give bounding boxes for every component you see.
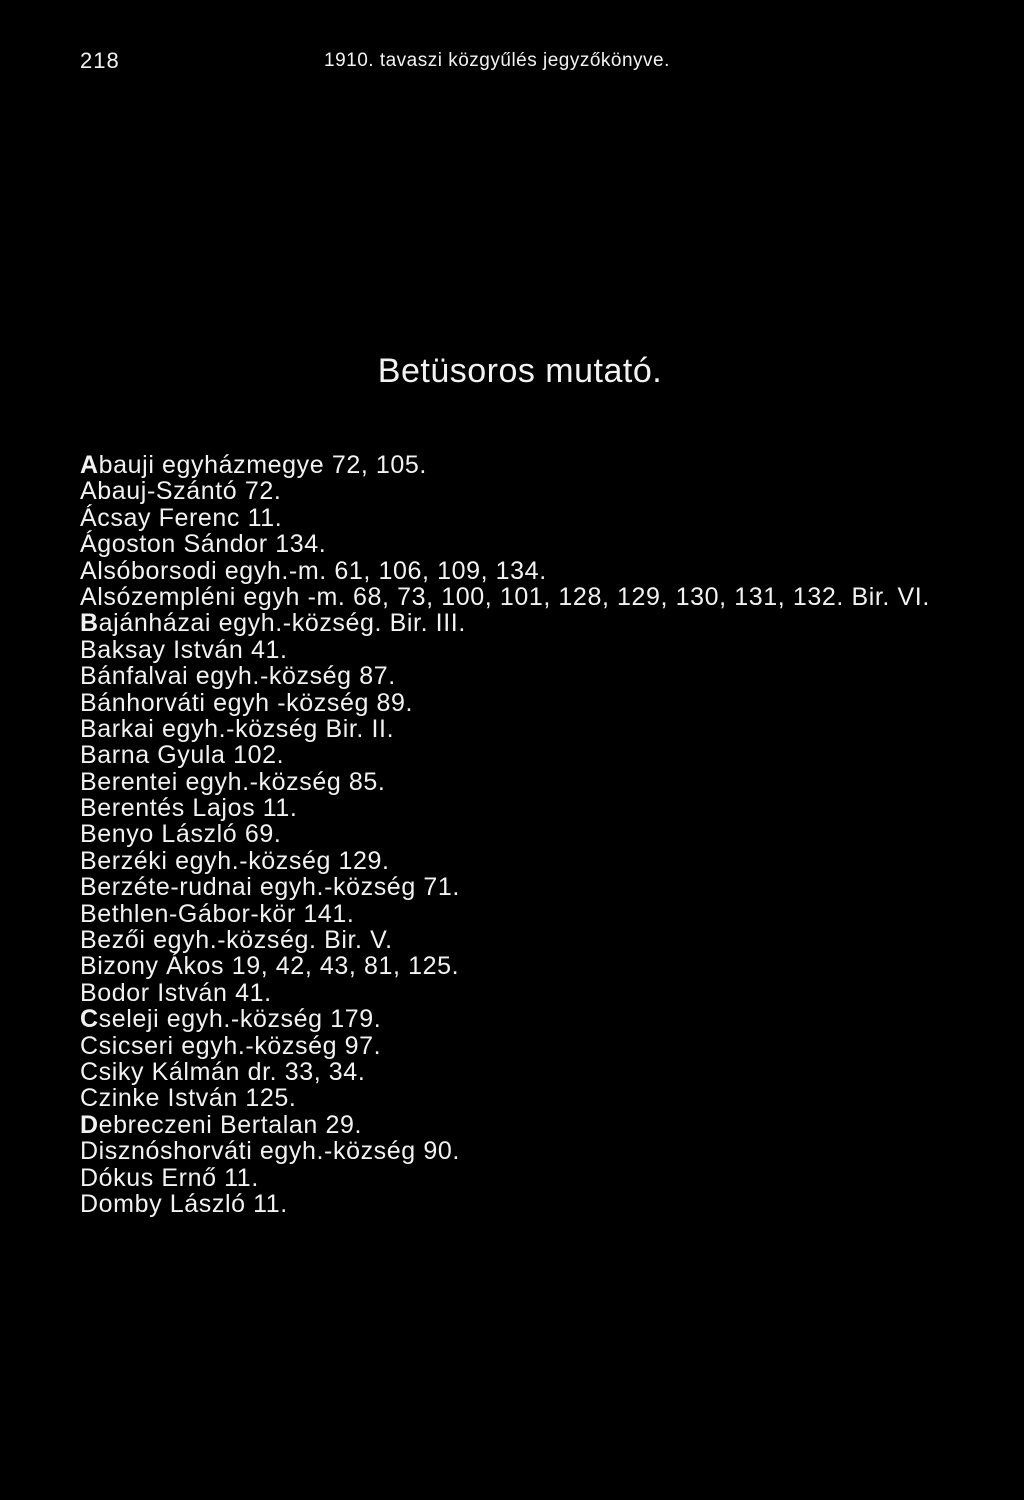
index-entry: Csiky Kálmán dr. 33, 34.: [80, 1058, 366, 1086]
index-entry: Ágoston Sándor 134.: [80, 530, 327, 559]
index-entry: Benyo László 69.: [80, 820, 282, 849]
index-entry: Berentei egyh.-község 85.: [80, 767, 386, 796]
index-entry: Bajánházai egyh.-község. Bir. III.: [80, 609, 466, 638]
index-entry: Bizony Ákos 19, 42, 43, 81, 125.: [80, 952, 460, 981]
index-entry: Csicseri egyh.-község 97.: [80, 1031, 382, 1060]
index-entry: Dókus Ernő 11.: [80, 1163, 259, 1192]
index-entry: Berzéte-rudnai egyh.-község 71.: [80, 873, 460, 902]
index-entry: Abauji egyházmegye 72, 105.: [80, 451, 427, 479]
index-entry: Cseleji egyh.-község 179.: [80, 1005, 382, 1034]
index-entry: Bánfalvai egyh.-község 87.: [80, 662, 396, 691]
index-entry: Bethlen-Gábor-kör 141.: [80, 899, 355, 928]
index-entry: Berentés Lajos 11.: [80, 794, 298, 823]
index-entry: Disznóshorváti egyh.-község 90.: [80, 1137, 460, 1166]
index-entry: Alsóborsodi egyh.-m. 61, 106, 109, 134.: [80, 556, 547, 585]
index-entry: Bezői egyh.-község. Bir. V.: [80, 926, 393, 955]
index-entry: Domby László 11.: [80, 1189, 288, 1218]
index-entry: Barna Gyula 102.: [80, 741, 285, 770]
index-entry: Bánhorváti egyh -község 89.: [80, 688, 414, 717]
index-entry: Debreczeni Bertalan 29.: [80, 1110, 363, 1139]
index-entry: Abauj-Szántó 72.: [80, 477, 282, 506]
index-entry: Czinke István 125.: [80, 1084, 297, 1113]
page-header: [0, 44, 1024, 84]
index-entry: Barkai egyh.-község Bir. II.: [80, 714, 395, 743]
index-entry: Berzéki egyh.-község 129.: [80, 846, 390, 875]
index-entry: Alsózempléni egyh -m. 68, 73, 100, 101, 128, 129, 130, 131, 132. Bir. VI.: [80, 582, 930, 611]
index-entry: Ácsay Ferenc 11.: [80, 503, 283, 532]
index-entry: Bodor István 41.: [80, 978, 272, 1007]
index-list: [80, 452, 960, 1217]
running-title: 1910. tavaszi közgyűlés jegyzőkönyve.: [324, 50, 670, 71]
page-number: 218: [80, 48, 120, 73]
index-title: Betüsoros mutató.: [377, 352, 663, 390]
index-entry: Baksay István 41.: [80, 635, 288, 664]
